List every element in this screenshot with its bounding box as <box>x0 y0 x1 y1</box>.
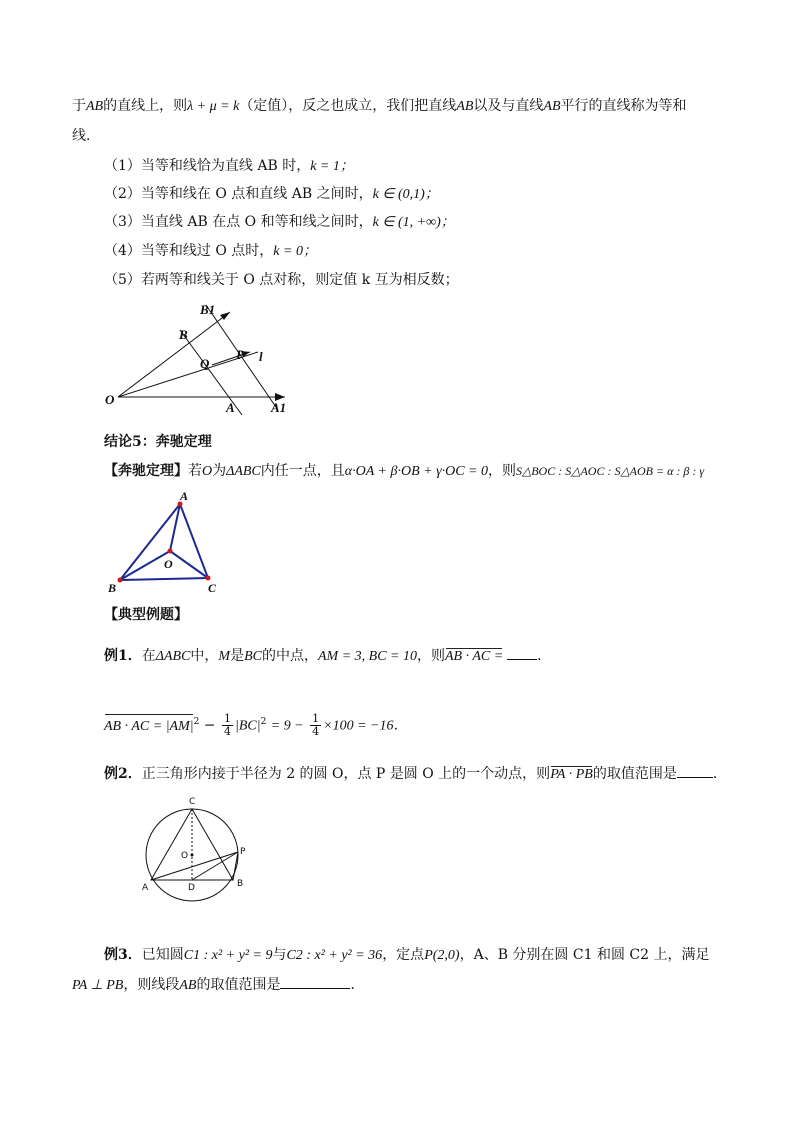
label-l: l <box>259 349 263 364</box>
label-D: D <box>188 883 195 893</box>
figure-benchi-triangle <box>104 488 224 598</box>
intro-line-2: 线. <box>72 128 91 144</box>
examples-heading: 【典型例题】 <box>104 607 188 623</box>
segment-BP <box>233 852 238 880</box>
line-OB1 <box>118 312 230 397</box>
label-B: B <box>179 327 188 342</box>
label-P: P <box>236 347 244 362</box>
fraction-1-4-b: $\frac{1}{4}$ <box>312 712 320 739</box>
fraction-1-4: $\frac{1}{4}$ <box>223 712 231 739</box>
figure-equal-sum-lines <box>100 300 300 420</box>
label-Q: Q <box>200 356 210 371</box>
answer-blank-3[interactable] <box>280 974 350 989</box>
label-A: A <box>226 400 235 415</box>
example-3-line-2: PA ⊥ PB，则线段AB的取值范围是 ． <box>72 974 364 996</box>
point-C <box>206 576 211 581</box>
case-2: （2）当等和线在 O 点和直线 AB 之间时，k ∈ (0,1)； <box>104 186 439 202</box>
label-B: B <box>237 879 244 889</box>
conclusion-5-heading: 结论5：奔驰定理 <box>104 434 212 450</box>
example-1: 例1．在ΔABC中，M是BC的中点，AM = 3, BC = 10，则AB · AC = ． <box>104 645 551 667</box>
label-P: P <box>240 847 246 857</box>
label-B: B <box>108 581 117 595</box>
label-A1: A1 <box>271 400 287 415</box>
label-O: O <box>164 557 173 571</box>
solution-1: AB · AC = $|AM|^2$ − $\frac{1}{4}$ $|BC|^2 = 9$ − $\frac{1}{4}$ ×100 = −16． <box>104 708 407 741</box>
point-O <box>168 549 173 554</box>
label-A: A <box>142 883 149 893</box>
point-B <box>118 578 123 583</box>
benchi-theorem: 【奔驰定理】若O为ΔABC内任一点，且α·OA + β·OB + γ·OC = 0，则S△BOC : S△AOC : S△AOB = α : β : γ <box>104 463 705 479</box>
intro-line-1: 于AB的直线上，则λ + μ = k（定值），反之也成立，我们把直线AB以及与直线AB平行的直线称为等和 <box>72 98 687 114</box>
example-2: 例2．正三角形内接于半径为 2 的圆 O，点 P 是圆 O 上的一个动点，则PA · PB的取值范围是 ． <box>104 763 727 785</box>
label-A: A <box>180 489 189 503</box>
case-5: （5）若两等和线关于 O 点对称，则定值 k 互为相反数； <box>104 272 459 288</box>
label-C: C <box>189 797 196 807</box>
case-3: （3）当直线 AB 在点 O 和等和线之间时，k ∈ (1, +∞)； <box>104 214 455 230</box>
answer-blank-1[interactable] <box>507 645 537 660</box>
case-1: （1）当等和线恰为直线 AB 时，k = 1； <box>104 158 354 174</box>
example-3-line-1: 例3．已知圆C1 : x² + y² = 9与C2 : x² + y² = 36，定点P(2,0)，A、B 分别在圆 C1 和圆 C2 上，满足 <box>104 947 710 963</box>
label-C: C <box>208 581 217 595</box>
segment-BO <box>120 551 170 580</box>
figure-inscribed-triangle <box>136 796 266 908</box>
label-B1: B1 <box>200 302 216 317</box>
center-O <box>191 854 194 857</box>
answer-blank-2[interactable] <box>677 763 713 778</box>
case-4: （4）当等和线过 O 点时，k = 0； <box>104 243 317 259</box>
label-O: O <box>105 392 115 407</box>
label-O: O <box>181 851 189 861</box>
